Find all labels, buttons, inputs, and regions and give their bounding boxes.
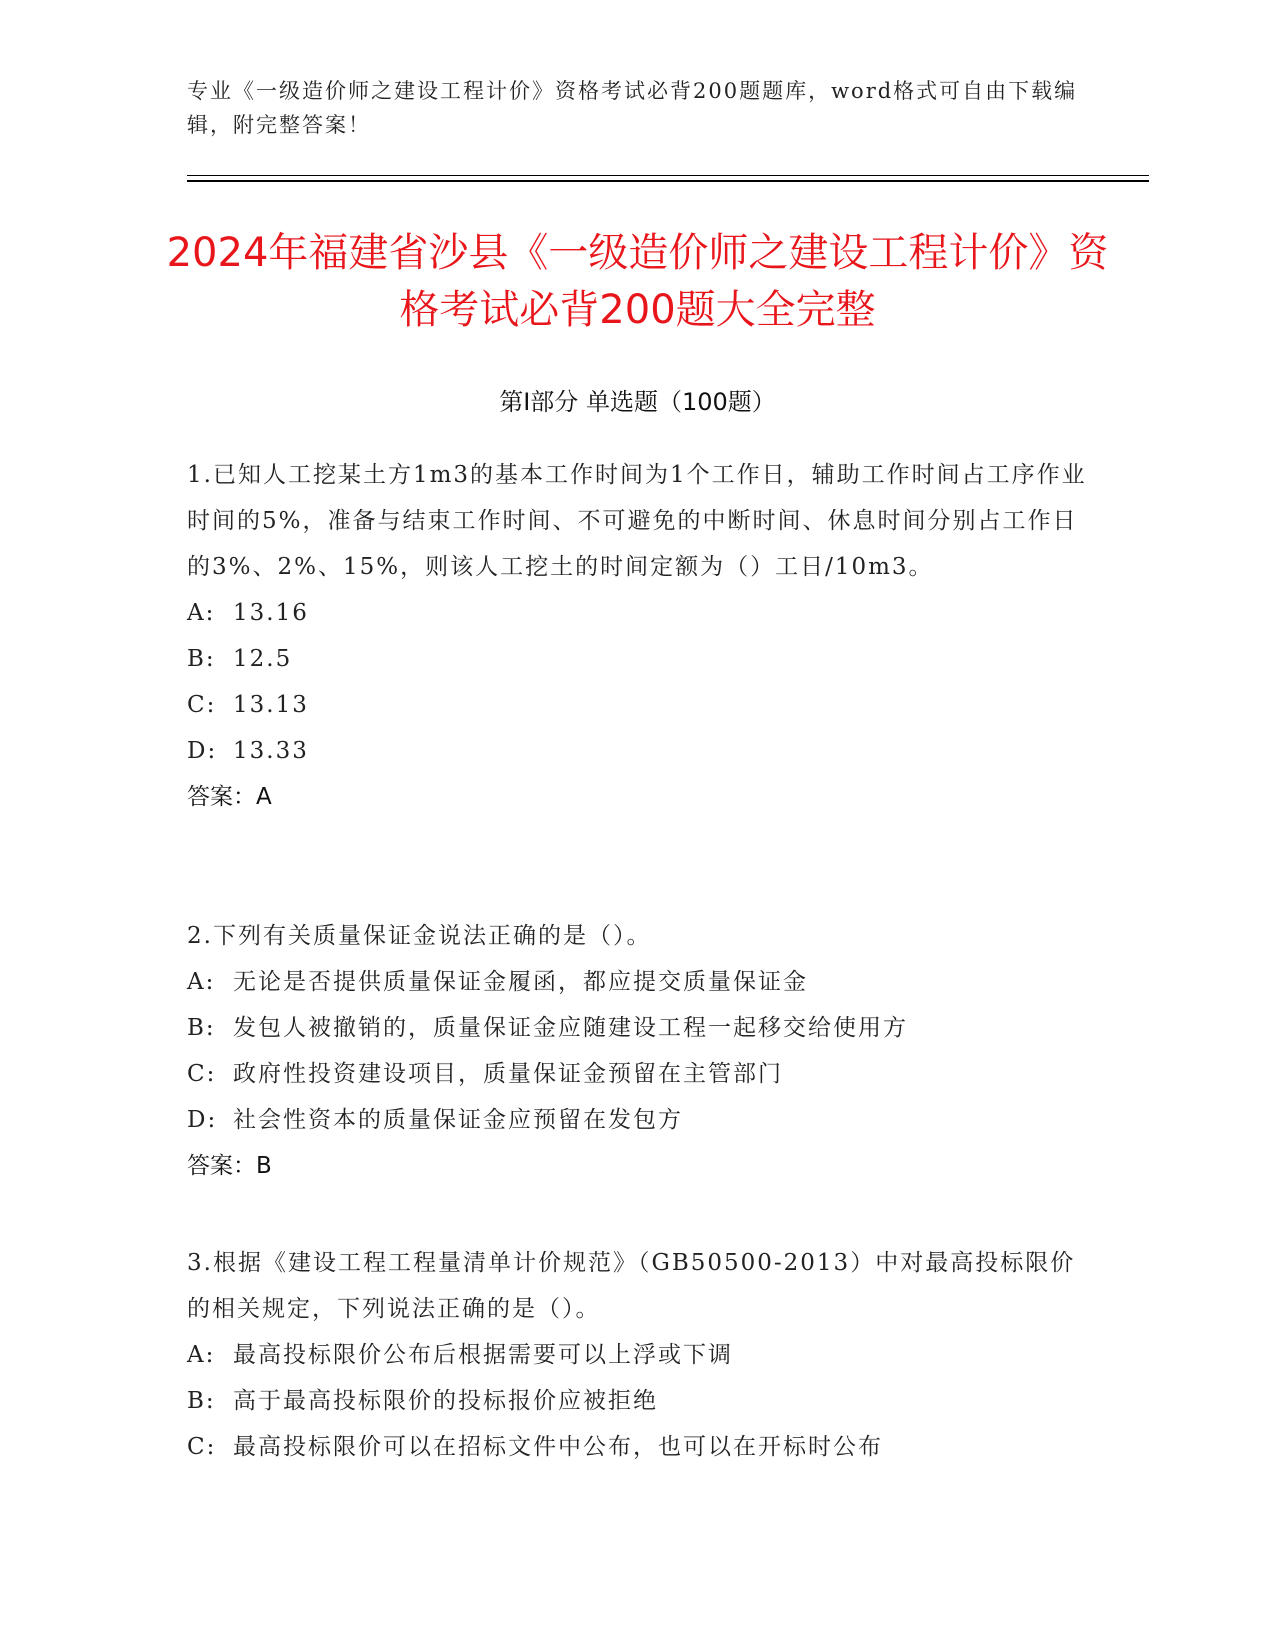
option-letter: D: <box>187 738 218 764</box>
option-letter: B: <box>187 1015 216 1041</box>
question-2 <box>187 913 1087 1189</box>
option-letter: A: <box>187 969 216 995</box>
section-heading: 第Ⅰ部分 单选题（100题） <box>499 388 776 416</box>
question-text: 3.根据《建设工程工程量清单计价规范》（GB50500-2013）中对最高投标限价的相关规定，下列说法正确的是（）。 <box>187 1250 1076 1322</box>
option-letter: C: <box>187 1434 217 1460</box>
answer-line: 答案：A <box>187 784 272 810</box>
option-text: 高于最高投标限价的投标报价应被拒绝 <box>233 1388 658 1414</box>
option-c <box>187 1424 1087 1470</box>
option-letter: C: <box>187 692 217 718</box>
option-a <box>187 590 1087 636</box>
option-text: 政府性投资建设项目，质量保证金预留在主管部门 <box>233 1061 783 1087</box>
option-text: 发包人被撤销的，质量保证金应随建设工程一起移交给使用方 <box>233 1015 908 1041</box>
question-1 <box>187 452 1087 820</box>
header-divider-thin <box>187 175 1149 176</box>
option-text: 13.33 <box>233 738 309 764</box>
option-d <box>187 728 1087 774</box>
option-text: 最高投标限价可以在招标文件中公布，也可以在开标时公布 <box>233 1434 883 1460</box>
option-b <box>187 1378 1087 1424</box>
option-text: 12.5 <box>233 646 293 672</box>
option-c <box>187 682 1087 728</box>
option-text: 无论是否提供质量保证金履函，都应提交质量保证金 <box>233 969 808 995</box>
option-d <box>187 1097 1087 1143</box>
document-title: 2024年福建省沙县《一级造价师之建设工程计价》资格考试必背200题大全完整 <box>166 230 1109 333</box>
answer-line: 答案：B <box>187 1153 272 1179</box>
option-letter: B: <box>187 646 216 672</box>
option-letter: C: <box>187 1061 217 1087</box>
option-letter: B: <box>187 1388 216 1414</box>
option-text: 社会性资本的质量保证金应预留在发包方 <box>233 1107 683 1133</box>
option-letter: D: <box>187 1107 218 1133</box>
option-a <box>187 1332 1087 1378</box>
option-text: 最高投标限价公布后根据需要可以上浮或下调 <box>233 1342 733 1368</box>
question-text: 2.下列有关质量保证金说法正确的是（）。 <box>187 923 652 949</box>
option-letter: A: <box>187 1342 216 1368</box>
question-text: 1.已知人工挖某土方1m3的基本工作时间为1个工作日，辅助工作时间占工序作业时间的5%，准备与结束工作时间、不可避免的中断时间、休息时间分别占工作日的3%、2%、15%，则该人工挖土的时间定额为（）工日/10m3。 <box>187 462 1087 580</box>
option-c <box>187 1051 1087 1097</box>
option-text: 13.16 <box>233 600 309 626</box>
option-a <box>187 959 1087 1005</box>
option-b <box>187 1005 1087 1051</box>
option-text: 13.13 <box>233 692 309 718</box>
header-note: 专业《一级造价师之建设工程计价》资格考试必背200题题库，word格式可自由下载编辑，附完整答案！ <box>187 79 1078 137</box>
option-letter: A: <box>187 600 216 626</box>
header-divider-thick <box>187 180 1149 182</box>
option-b <box>187 636 1087 682</box>
question-3 <box>187 1240 1087 1470</box>
